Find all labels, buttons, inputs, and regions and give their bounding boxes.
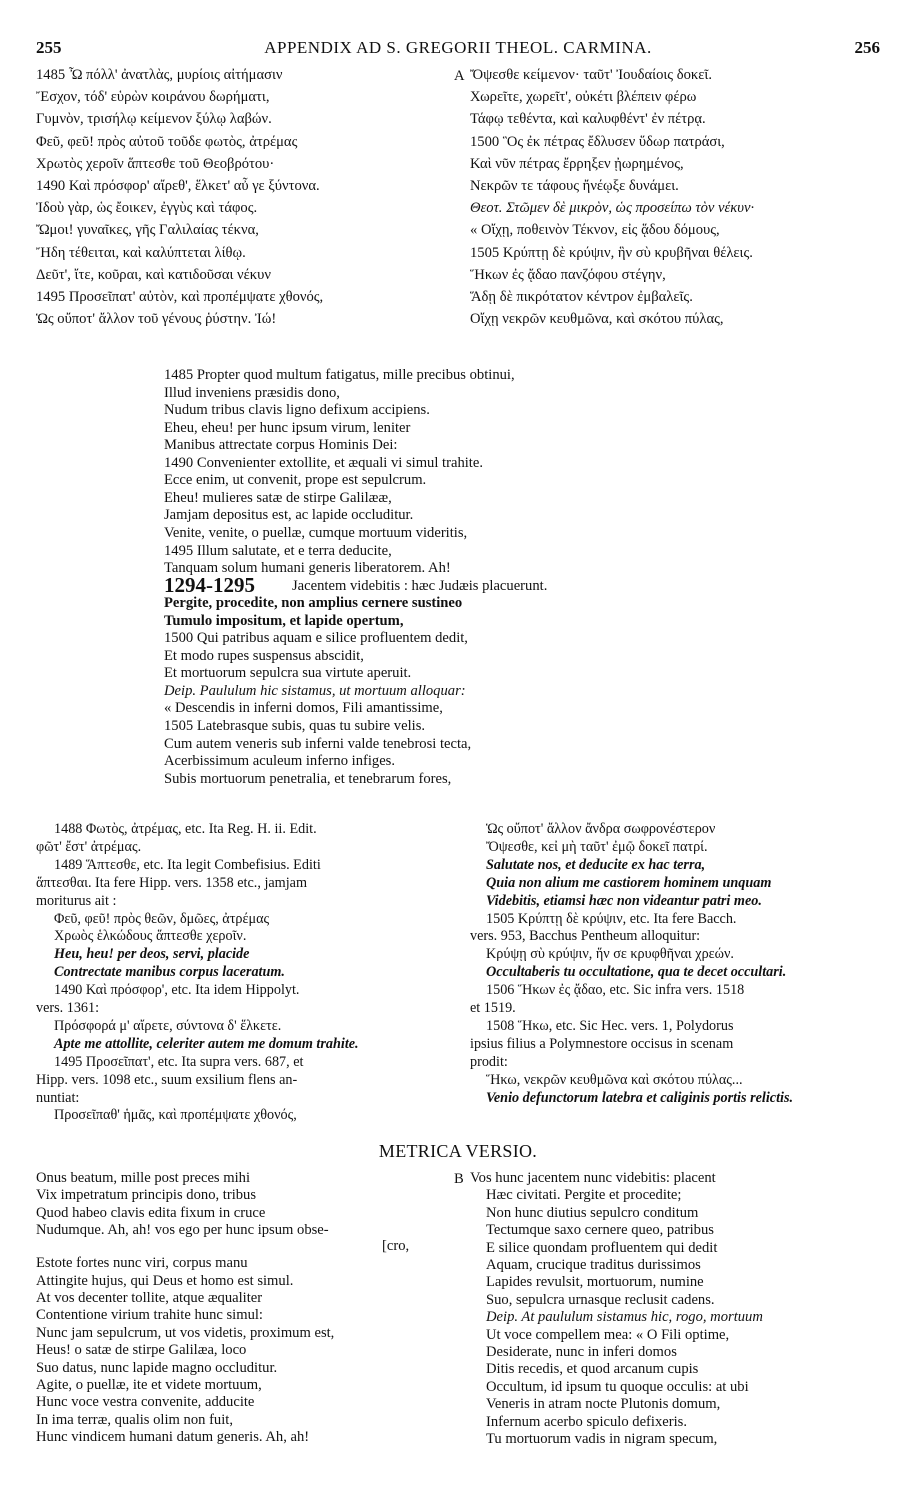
metrica-right-line: Aquam, crucique traditus durissimos bbox=[486, 1257, 701, 1273]
metrica-right-line: Hæc civitati. Pergite et procedite; bbox=[486, 1187, 682, 1204]
metrica-right-line: Vos hunc jacentem nunc videbitis: placent bbox=[470, 1170, 716, 1186]
metrica-right-line: Ditis recedis, et quod arcanum cupis bbox=[486, 1361, 699, 1378]
note-left-line: φῶτ' ἔστ' ἀτρέμας. bbox=[36, 838, 142, 855]
metrica-left-line: In ima terræ, qualis olim non fuit, bbox=[36, 1411, 233, 1428]
greek-left-line: Δεῦτ', ἴτε, κοῦραι, καὶ κατιδοῦσαι νέκυν bbox=[36, 266, 271, 283]
note-right-line: 1508 Ἥκω, etc. Sic Hec. vers. 1, Polydorus bbox=[486, 1017, 734, 1034]
greek-left-line: Ἔσχον, τόδ' εὑρὼν κοιράνου δωρήματι, bbox=[36, 89, 270, 106]
latin-line: 1495 Illum salutate, et e terra deducite, bbox=[164, 542, 392, 559]
latin-line: Jamjam depositus est, ac lapide occluditur. bbox=[164, 507, 414, 524]
greek-right-line: Νεκρῶν τε τάφους ἤνέῳξε δυνάμει. bbox=[470, 178, 679, 194]
page-mark: 1294-1295 bbox=[164, 572, 255, 597]
metrica-left-line: [cro, bbox=[382, 1237, 410, 1254]
note-right-line: 1506 Ἥκων ἐς ᾄδαο, etc. Sic infra vers. 1518 bbox=[486, 982, 745, 999]
latin-line: Subis mortuorum penetralia, et tenebrarum fores, bbox=[164, 770, 452, 787]
metrica-right-line: Infernum acerbo spiculo defixeris. bbox=[486, 1413, 687, 1430]
note-left-line: moriturus ait : bbox=[36, 892, 117, 909]
note-right-line: Videbitis, etiamsi hæc non videantur patri meo. bbox=[486, 892, 762, 909]
latin-line: 1505 Latebrasque subis, quas tu subire velis. bbox=[164, 718, 426, 734]
latin-line: 1490 Convenienter extollite, et æquali vi simul trahite. bbox=[164, 454, 483, 471]
latin-line: Ecce enim, ut convenit, prope est sepulcrum. bbox=[164, 472, 427, 489]
greek-left-line: Ὤμοι! γυναῖκες, γῆς Γαλιλαίας τέκνα, bbox=[36, 222, 259, 239]
latin-line: Cum autem veneris sub inferni valde tenebrosi tecta, bbox=[164, 735, 472, 752]
greek-right-line: 1505 Κρύπτῃ δὲ κρύψιν, ἣν σὺ κρυβῆναι θέλεις. bbox=[470, 244, 753, 261]
greek-right-line: Οἴχῃ νεκρῶν κευθμῶνα, καὶ σκότου πύλας, bbox=[470, 311, 724, 328]
column-marker-a: A bbox=[454, 68, 465, 84]
greek-left-line: 1485 Ὦ πόλλ' ἀνατλὰς, μυρίοις αἰτήμασιν bbox=[36, 67, 283, 83]
greek-left-line: 1495 Προσεῖπατ' αὐτὸν, καὶ προπέμψατε χθονός, bbox=[36, 289, 324, 305]
latin-line: Nudum tribus clavis ligno defixum accipiens. bbox=[164, 402, 430, 419]
metrica-left-line: Heus! o satæ de stirpe Galilæa, loco bbox=[36, 1342, 247, 1359]
note-left-line: Πρόσφορά μ' αἴρετε, σύντονα δ' ἕλκετε. bbox=[54, 1017, 282, 1034]
latin-line: « Descendis in inferni domos, Fili amantissime, bbox=[164, 700, 443, 717]
greek-left-line: Γυμνὸν, τρισήλῳ κείμενον ξύλῳ λαβών. bbox=[36, 111, 272, 128]
metrica-left-line: Hunc voce vestra convenite, adducite bbox=[36, 1394, 255, 1411]
metrica-right-line: E silice quondam profluentem qui dedit bbox=[486, 1239, 718, 1256]
metrica-left-line: Vix impetratum principis dono, tribus bbox=[36, 1187, 257, 1204]
note-right-line: vers. 953, Bacchus Pentheum alloquitur: bbox=[470, 928, 701, 945]
metrica-left-line: Estote fortes nunc viri, corpus manu bbox=[36, 1255, 248, 1272]
latin-line: Eheu, eheu! per hunc ipsum virum, leniter bbox=[164, 419, 411, 436]
greek-left-line: Ἤδη τέθειται, καὶ καλύπτεται λίθῳ. bbox=[36, 244, 246, 261]
metrica-right-line: Suo, sepulcra urnasque reclusit cadens. bbox=[486, 1291, 715, 1308]
note-left-line: 1495 Προσεῖπατ', etc. Ita supra vers. 687, et bbox=[54, 1053, 304, 1070]
note-left-line: Hipp. vers. 1098 etc., suum exsilium flens an- bbox=[36, 1071, 298, 1088]
note-right-line: et 1519. bbox=[470, 1000, 516, 1016]
note-right-line: Venio defunctorum latebra et caliginis portis relictis. bbox=[486, 1089, 794, 1106]
note-left-line: 1488 Φωτὸς, ἀτρέμας, etc. Ita Reg. H. ii. Edit. bbox=[54, 821, 317, 837]
note-right-line: 1505 Κρύπτῃ δὲ κρύψιν, etc. Ita fere Bacch. bbox=[486, 910, 737, 927]
metrica-left-line: Suo datus, nunc lapide magno occluditur. bbox=[36, 1359, 278, 1376]
greek-left-line: Χρωτὸς χεροῖν ἅπτεσθε τοῦ Θεοβρότου· bbox=[36, 155, 275, 172]
greek-left-line: Ὡς οὔποτ' ἄλλον τοῦ γένους ῥύστην. Ἰώ! bbox=[36, 311, 277, 328]
greek-right-line: Ἅδῃ δὲ πικρότατον κέντρον ἐμβαλεῖς. bbox=[470, 289, 693, 305]
metrica-right-line: Occultum, id ipsum tu quoque occulis: at ubi bbox=[486, 1378, 749, 1395]
greek-left-line: Φεῦ, φεῦ! πρὸς αὐτοῦ τοῦδε φωτὸς, ἀτρέμας bbox=[36, 133, 298, 150]
metrica-left-line: Nunc jam sepulcrum, ut vos videtis, proximum est, bbox=[36, 1324, 335, 1341]
note-left-line: nuntiat: bbox=[36, 1089, 80, 1106]
metrica-right-line: Deip. At paululum sistamus hic, rogo, mortuum bbox=[486, 1309, 763, 1326]
note-left-line: Φεῦ, φεῦ! πρὸς θεῶν, δμῶες, ἀτρέμας bbox=[54, 910, 270, 927]
greek-right-line: Καὶ νῦν πέτρας ἔρρηξεν ᾐωρημένος, bbox=[470, 155, 684, 172]
latin-line: Jacentem videbitis : hæc Judæis placuerunt. bbox=[292, 577, 548, 594]
greek-right-line: « Οἴχῃ, ποθεινὸν Τέκνον, εἰς ᾅδου δόμους, bbox=[470, 222, 720, 239]
section-title: METRICA VERSIO. bbox=[378, 1141, 538, 1161]
metrica-left-line: Nudumque. Ah, ah! vos ego per hunc ipsum obse- bbox=[36, 1222, 329, 1239]
metrica-left-line: At vos decenter tollite, atque æqualiter bbox=[36, 1290, 263, 1307]
page-header bbox=[36, 38, 880, 60]
note-right-line: Occultaberis tu occultatione, qua te decet occultari. bbox=[486, 964, 787, 981]
greek-right-line: 1500 Ὃς ἐκ πέτρας ἔδλυσεν ὕδωρ πατράσι, bbox=[470, 133, 725, 150]
note-left-line: Heu, heu! per deos, servi, placide bbox=[54, 946, 250, 963]
metrica-left-line: Attingite hujus, qui Deus et homo est simul. bbox=[36, 1272, 294, 1289]
latin-line: Et modo rupes suspensus abscidit, bbox=[164, 647, 364, 664]
note-left-line: Contrectate manibus corpus laceratum. bbox=[54, 964, 285, 981]
latin-line: Illud inveniens præsidis dono, bbox=[164, 384, 340, 401]
note-right-line: Ὡς οὔποτ' ἄλλον ἄνδρα σωφρονέστερον bbox=[486, 821, 716, 837]
note-right-line: prodit: bbox=[470, 1053, 508, 1070]
greek-right-line: Χωρεῖτε, χωρεῖτ', οὐκέτι βλέπειν φέρω bbox=[470, 89, 697, 106]
latin-line: Pergite, procedite, non amplius cernere sustineo bbox=[164, 595, 463, 612]
latin-line: Et mortuorum sepulcra sua virtute aperuit. bbox=[164, 665, 412, 682]
note-right-line: ipsius filius a Polymnestore occisus in scenam bbox=[470, 1035, 734, 1052]
note-left-line: ἅπτεσθαι. Ita fere Hipp. vers. 1358 etc., jamjam bbox=[36, 874, 307, 891]
greek-right-line: Τάφῳ τεθέντα, καὶ καλυφθέντ' ἐν πέτρᾳ. bbox=[470, 111, 706, 128]
metrica-right-line: Tectumque saxo cernere queo, patribus bbox=[486, 1222, 714, 1239]
metrica-right-line: Lapides revulsit, mortuorum, numine bbox=[486, 1274, 704, 1291]
note-right-line: Ὄψεσθε, κεἰ μὴ ταῦτ' ἐμῷ δοκεῖ πατρί. bbox=[486, 838, 708, 855]
note-right-line: Κρύψῃ σὺ κρύψιν, ἥν σε κρυφθῆναι χρεών. bbox=[486, 946, 734, 963]
metrica-left-line: Contentione virium trahite hunc simul: bbox=[36, 1307, 263, 1324]
column-marker-b: B bbox=[454, 1171, 464, 1187]
note-left-line: 1489 Ἅπτεσθε, etc. Ita legit Combefisius. Editi bbox=[54, 856, 321, 873]
metrica-right-line: Veneris in atram nocte Plutonis domum, bbox=[486, 1396, 721, 1413]
note-right-line: Salutate nos, et deducite ex hac terra, bbox=[486, 856, 706, 873]
note-right-line: Quia non alium me castiorem hominem unquam bbox=[486, 874, 772, 891]
metrica-left-line: Quod habeo clavis edita fixum in cruce bbox=[36, 1204, 266, 1221]
note-left-line: Apte me attollite, celeriter autem me domum trahite. bbox=[54, 1035, 359, 1052]
latin-line: Deip. Paululum hic sistamus, ut mortuum alloquar: bbox=[164, 682, 466, 699]
note-right-line: Ἥκω, νεκρῶν κευθμῶνα καὶ σκότου πύλας... bbox=[486, 1071, 743, 1088]
page-number-left: 255 bbox=[36, 38, 62, 57]
metrica-right-line: Tu mortuorum vadis in nigram specum, bbox=[486, 1431, 718, 1447]
latin-line: Tumulo impositum, et lapide opertum, bbox=[164, 612, 404, 629]
metrica-right-line: Ut voce compellem mea: « O Fili optime, bbox=[486, 1326, 730, 1343]
latin-line: Manibus attrectate corpus Hominis Dei: bbox=[164, 437, 398, 454]
metrica-left-line: Agite, o puellæ, ite et videte mortuum, bbox=[36, 1377, 262, 1394]
greek-right-line: Θεοτ. Στῶμεν δὲ μικρὸν, ὡς προσείπω τὸν νέκυν· bbox=[470, 200, 755, 217]
latin-line: 1485 Propter quod multum fatigatus, mille precibus obtinui, bbox=[164, 367, 515, 383]
metrica-right-line: Non hunc diutius sepulcro conditum bbox=[486, 1204, 699, 1221]
note-left-line: 1490 Καὶ πρόσφορ', etc. Ita idem Hippolyt. bbox=[54, 982, 300, 999]
page-number-right: 256 bbox=[854, 38, 880, 57]
metrica-right-line: Desiderate, nunc in inferi domos bbox=[486, 1344, 677, 1360]
greek-right-line: Ἥκων ἐς ᾄδαο πανζόφου στέγην, bbox=[470, 266, 666, 283]
metrica-left-line: Onus beatum, mille post preces mihi bbox=[36, 1170, 251, 1186]
greek-right-line: Ὄψεσθε κείμενον· ταῦτ' Ἰουδαίοις δοκεῖ. bbox=[470, 67, 712, 83]
latin-line: Venite, venite, o puellæ, cumque mortuum videritis, bbox=[164, 524, 468, 541]
latin-line: Acerbissimum aculeum inferno infiges. bbox=[164, 753, 396, 770]
greek-left-line: Ἰδοὺ γὰρ, ὡς ἔοικεν, ἐγγὺς καὶ τάφος. bbox=[36, 200, 258, 217]
note-left-line: Χρωὸς ἑλκώδους ἅπτεσθε χεροῖν. bbox=[54, 928, 247, 945]
running-title: APPENDIX AD S. GREGORII THEOL. CARMINA. bbox=[264, 38, 652, 57]
latin-line: Tanquam solum humani generis liberatorem. Ah! bbox=[164, 560, 451, 577]
note-left-line: Προσεῖπαθ' ἡμᾶς, καὶ προπέμψατε χθονός, bbox=[54, 1107, 297, 1124]
latin-line: Eheu! mulieres satæ de stirpe Galilææ, bbox=[164, 489, 392, 506]
greek-left-line: 1490 Καὶ πρόσφορ' αἴρεθ', ἕλκετ' αὖ γε ξύντονα. bbox=[36, 178, 320, 194]
metrica-left-line: Hunc vindicem humani datum generis. Ah, ah! bbox=[36, 1429, 310, 1446]
latin-line: 1500 Qui patribus aquam e silice profluentem dedit, bbox=[164, 630, 468, 647]
note-left-line: vers. 1361: bbox=[36, 1000, 100, 1016]
